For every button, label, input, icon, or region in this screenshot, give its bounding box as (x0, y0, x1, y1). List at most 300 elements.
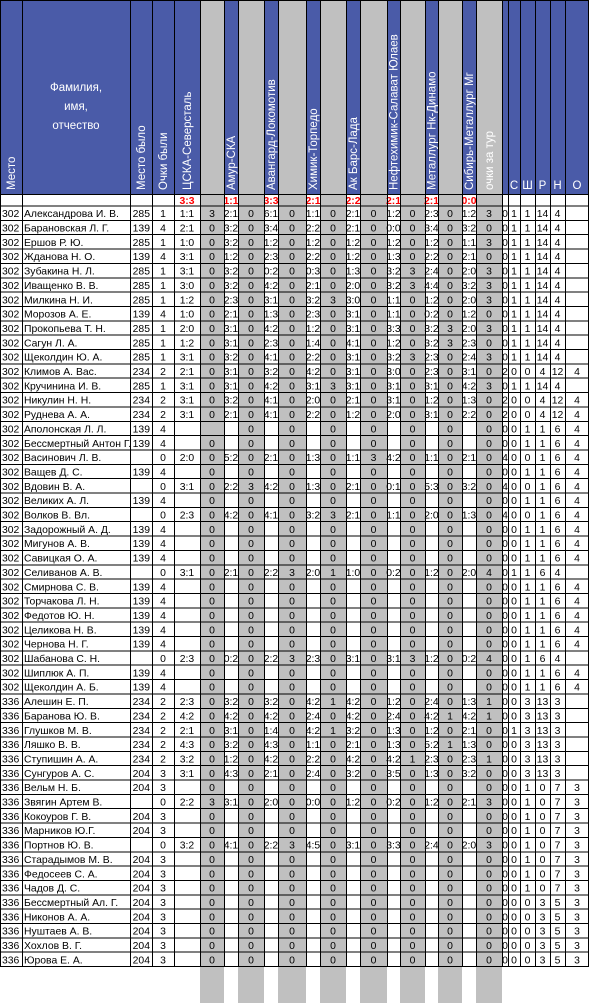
name-header-line: отчество (52, 120, 100, 132)
table-cell: 3 (160, 955, 166, 967)
table-cell: 0 (511, 840, 517, 852)
table-cell: 0 (409, 883, 416, 895)
table-cell: 2:1 (461, 252, 477, 264)
table-cell: 0 (330, 539, 336, 551)
table-cell: 234 (132, 697, 150, 709)
table-cell: 1 (511, 567, 517, 579)
table-cell: 6 (554, 553, 561, 565)
table-cell: 0 (160, 797, 166, 809)
table-cell: 0 (209, 481, 215, 493)
table-cell: 3:1 (179, 395, 195, 407)
table-cell: 0 (209, 323, 215, 335)
table-cell: 3:1 (345, 352, 361, 364)
participant-name: Щеколдин А. Б. (24, 682, 99, 694)
table-cell: 0 (409, 438, 416, 450)
table-cell: 13 (536, 768, 549, 780)
table-cell: 1 (539, 582, 546, 594)
match-header: Авангард-Локомотив (266, 79, 278, 190)
table-cell: 285 (132, 338, 150, 350)
table-cell: 14 (536, 381, 549, 393)
place-cell: 302 (2, 237, 20, 249)
table-cell: 0 (539, 869, 546, 881)
table-cell: 1:2 (263, 237, 279, 249)
place-cell: 302 (2, 610, 20, 622)
table-cell: 4:2 (345, 754, 361, 766)
header-cell (520, 0, 535, 194)
place-cell: 302 (2, 481, 20, 493)
table-cell: 1:2 (345, 797, 361, 809)
table-cell: 13 (536, 697, 549, 709)
table-cell: 0 (370, 209, 377, 221)
table-cell: 0 (502, 266, 508, 278)
table-cell: 2:1 (345, 223, 361, 235)
table-cell: 204 (132, 897, 150, 909)
table-cell: 0 (289, 711, 295, 723)
table-cell: 0 (209, 467, 215, 479)
table-cell: 285 (132, 352, 150, 364)
table-cell: 3 (539, 955, 546, 967)
table-cell: 2:1 (223, 567, 239, 579)
table-cell: 1:1 (386, 295, 401, 307)
table-cell: 139 (132, 223, 150, 235)
table-cell: 14 (536, 266, 549, 278)
table-cell: 4 (160, 553, 166, 565)
table-cell: 1 (409, 754, 416, 766)
table-cell: 4 (554, 223, 561, 235)
table-cell: 0 (209, 295, 215, 307)
table-cell: 2:3 (424, 209, 439, 221)
table-cell: 0 (289, 596, 295, 608)
table-cell: 1 (524, 582, 531, 594)
table-cell: 0 (370, 926, 377, 938)
table-cell: 1 (330, 567, 336, 579)
table-cell: 0 (330, 682, 336, 694)
table-cell: 3:2 (223, 352, 239, 364)
table-cell: 0 (289, 252, 295, 264)
table-cell: 0 (502, 352, 508, 364)
table-cell: 3 (524, 754, 531, 766)
table-cell: 0 (409, 367, 416, 378)
separator-header-cell (320, 0, 346, 194)
table-cell: 0 (447, 424, 453, 436)
table-cell: 0 (330, 783, 336, 795)
table-cell: 234 (132, 410, 150, 422)
table-cell: 139 (132, 438, 150, 450)
table-cell: 1 (524, 223, 531, 235)
table-cell: 4 (554, 323, 561, 335)
participant-name: Алешин Е. П. (24, 697, 89, 709)
table-cell: 3:1 (386, 381, 401, 393)
table-cell: 4 (554, 295, 561, 307)
table-cell: 0 (502, 381, 508, 393)
place-cell: 336 (2, 926, 20, 938)
table-cell: 3 (330, 510, 336, 522)
table-cell: 234 (132, 740, 150, 752)
table-cell: 0 (330, 740, 336, 752)
table-cell: 0 (524, 510, 531, 522)
table-cell: 0 (502, 682, 508, 694)
table-cell: 139 (132, 610, 150, 622)
table-cell: 1 (486, 697, 492, 709)
table-cell: 0 (370, 783, 377, 795)
table-cell: 0 (289, 410, 295, 422)
table-cell: 2:1 (345, 510, 361, 522)
table-cell: 1 (524, 854, 531, 866)
table-cell: 0 (409, 496, 416, 508)
table-cell: 0 (524, 481, 531, 493)
participant-name: Задорожный А. Д. (24, 524, 111, 536)
place-cell: 336 (2, 811, 20, 823)
table-cell: 0 (502, 754, 508, 766)
table-cell: 2:2 (305, 252, 321, 264)
table-cell: 0 (486, 897, 492, 909)
place-cell: 336 (2, 883, 20, 895)
match-header: Химик-Торпедо (308, 108, 320, 190)
table-cell: 1 (160, 209, 166, 221)
participant-name: Целикова Н. В. (24, 625, 97, 637)
table-cell: 2:0 (424, 510, 439, 522)
table-cell: 2:2 (461, 410, 477, 422)
table-cell: 0 (370, 897, 377, 909)
table-cell: 6 (539, 567, 546, 579)
table-cell: 0 (409, 467, 416, 479)
table-cell: 3:3 (386, 323, 401, 335)
table-cell: 0 (370, 883, 377, 895)
table-cell: 0 (409, 237, 416, 249)
table-cell: 0 (289, 926, 295, 938)
table-cell: 3:1 (345, 309, 361, 321)
table-cell: 0 (409, 869, 416, 881)
table-cell: 0 (486, 338, 492, 350)
table-cell: 0 (524, 897, 531, 909)
table-cell: 0 (209, 725, 215, 737)
table-cell: 0 (330, 438, 336, 450)
table-cell: 12 (551, 395, 564, 407)
place-cell: 336 (2, 711, 20, 723)
table-cell: 2:3 (263, 252, 279, 264)
table-cell: 0 (289, 438, 295, 450)
table-cell: 0 (511, 625, 517, 637)
place-cell: 302 (2, 654, 20, 665)
table-cell: 3:0 (345, 295, 361, 307)
table-cell: 1 (160, 352, 166, 364)
table-cell: 0 (248, 553, 254, 565)
table-cell: 1 (539, 453, 546, 465)
table-cell: 1:2 (461, 209, 477, 221)
table-cell: 3 (539, 926, 546, 938)
table-cell: 0 (502, 338, 508, 350)
table-cell: 0 (502, 280, 508, 292)
table-cell: 1 (539, 682, 546, 694)
table-cell: 0 (511, 711, 517, 723)
table-cell: 0 (447, 955, 453, 967)
table-cell: 3 (554, 740, 561, 752)
table-cell: 204 (132, 926, 150, 938)
table-cell: 0 (511, 424, 517, 436)
place-cell: 302 (2, 582, 20, 594)
table-cell: 0 (289, 768, 295, 780)
table-cell: 5:2 (223, 453, 239, 465)
table-cell: 3:0 (386, 367, 401, 378)
table-cell: 0 (502, 639, 508, 651)
table-cell: 2:4 (424, 840, 439, 852)
table-cell: 1 (524, 323, 531, 335)
table-cell: 0 (330, 481, 336, 493)
table-cell: 1 (524, 524, 531, 536)
table-cell: 2:4 (386, 711, 401, 723)
table-cell: 1 (511, 252, 517, 264)
table-cell: 2:1 (461, 797, 477, 809)
table-cell: 2:0 (461, 567, 477, 579)
place-cell: 336 (2, 897, 20, 909)
table-cell: 234 (132, 754, 150, 766)
table-cell: 4 (486, 567, 492, 579)
table-cell: 0 (524, 410, 531, 422)
place-cell: 302 (2, 639, 20, 651)
table-cell: 0 (524, 912, 531, 924)
participant-name: Селиванов А. В. (24, 567, 103, 579)
table-cell: 1 (524, 682, 531, 694)
table-cell: 0 (160, 840, 166, 852)
table-cell: 4:2 (424, 711, 439, 723)
table-cell: 0 (248, 740, 254, 752)
table-cell: 0 (486, 410, 492, 422)
table-cell: 2:4 (424, 266, 439, 278)
participant-name: Морозов А. Е. (24, 309, 92, 321)
table-cell: 1:2 (424, 395, 439, 407)
table-cell: 4 (554, 352, 561, 364)
table-cell: 0 (511, 582, 517, 594)
table-cell: 3 (574, 926, 580, 938)
table-cell: 0 (209, 438, 215, 450)
table-cell: 6 (554, 424, 561, 436)
table-cell: 1 (511, 280, 517, 292)
table-cell: 285 (132, 266, 150, 278)
table-cell: 0 (370, 625, 377, 637)
table-cell: 0 (524, 453, 531, 465)
table-cell: 0 (409, 912, 416, 924)
participant-name: Хохлов В. Г. (24, 941, 82, 952)
table-cell: 0 (209, 567, 215, 579)
table-cell: 0 (486, 941, 492, 952)
table-cell: 0 (502, 295, 508, 307)
table-cell: 1 (524, 467, 531, 479)
table-cell: 0 (289, 625, 295, 637)
table-cell: 139 (132, 309, 150, 321)
table-cell: 0 (248, 768, 254, 780)
table-cell: 1 (447, 711, 453, 723)
table-cell: 0 (447, 639, 453, 651)
table-cell: 0 (409, 926, 416, 938)
table-cell: 4 (554, 280, 561, 292)
table-cell: 0 (209, 926, 215, 938)
table-cell: 204 (132, 883, 150, 895)
table-cell: 0 (511, 553, 517, 565)
table-cell: 4:2 (223, 711, 239, 723)
table-cell: 0:2 (263, 266, 279, 278)
table-cell: 0 (209, 410, 215, 422)
table-cell: 0 (447, 367, 453, 378)
table-cell: 0 (511, 395, 517, 407)
table-cell: 6 (554, 453, 561, 465)
table-cell: 0 (511, 955, 517, 967)
table-cell: 3 (524, 768, 531, 780)
table-cell: 2:3 (305, 654, 321, 665)
table-cell: 285 (132, 237, 150, 249)
table-cell: 0 (209, 654, 215, 665)
table-cell: 4 (160, 252, 166, 264)
table-cell: 4 (160, 582, 166, 594)
table-cell: 0:0 (386, 223, 401, 235)
table-cell: 0 (447, 524, 453, 536)
table-cell: 2:2 (263, 840, 279, 852)
match-header: Сибирь-Металлург Мг (464, 72, 476, 190)
table-cell: 234 (132, 725, 150, 737)
table-cell: 1:3 (424, 768, 439, 780)
table-cell: 0 (248, 453, 254, 465)
table-cell: 2:2 (424, 252, 439, 264)
table-cell: 0 (330, 711, 336, 723)
table-cell: 0 (209, 496, 215, 508)
table-cell: 0 (539, 783, 546, 795)
table-cell: 0 (447, 567, 453, 579)
table-cell: 0 (486, 610, 492, 622)
table-cell: 0 (209, 237, 215, 249)
table-cell: 0 (289, 424, 295, 436)
table-cell: 3 (574, 869, 580, 881)
participant-name: Чернова Н. Г. (24, 639, 89, 651)
table-cell: 139 (132, 524, 150, 536)
place-cell: 336 (2, 840, 20, 852)
table-cell: 0 (289, 869, 295, 881)
table-cell: 0 (248, 783, 254, 795)
table-cell: 0 (370, 840, 377, 852)
table-cell: 0 (289, 697, 295, 709)
table-cell: 285 (132, 280, 150, 292)
table-cell: 1 (511, 309, 517, 321)
table-cell: 1:1 (305, 740, 321, 752)
table-cell: 7 (554, 783, 561, 795)
participant-name: Звягин Артем В. (24, 797, 103, 809)
table-cell: 0 (511, 811, 517, 823)
table-cell: 3 (486, 323, 492, 335)
table-cell: 1:2 (305, 323, 321, 335)
table-cell: 0 (248, 524, 254, 536)
match-header: Ак Барс-Лада (348, 117, 360, 190)
table-cell: 2 (160, 754, 166, 766)
table-cell: 5 (554, 926, 561, 938)
table-cell: 0 (370, 338, 377, 350)
table-cell: 3:0 (179, 280, 195, 292)
table-cell: 0 (502, 897, 508, 909)
table-cell: 0 (502, 223, 508, 235)
table-cell: 139 (132, 582, 150, 594)
header-cell (22, 0, 130, 194)
table-cell: 0 (447, 854, 453, 866)
table-cell: 3:2 (179, 840, 195, 852)
participant-name: Щеколдин Ю. А. (24, 352, 103, 364)
table-cell: 13 (536, 740, 549, 752)
table-cell: 1:2 (424, 797, 439, 809)
table-cell: 234 (132, 711, 150, 723)
table-cell: 1:0 (345, 567, 361, 579)
place-cell: 302 (2, 567, 20, 579)
table-cell: 13 (536, 711, 549, 723)
table-cell: 0 (447, 539, 453, 551)
table-cell: 12 (551, 367, 564, 378)
table-cell: 0 (370, 323, 377, 335)
table-cell: 0 (248, 654, 254, 665)
match-result: 2:1 (423, 196, 440, 207)
table-cell: 0 (330, 266, 336, 278)
table-cell: 6 (554, 625, 561, 637)
table-cell: 3 (160, 897, 166, 909)
table-cell: 3 (486, 237, 492, 249)
table-cell: 1:3 (386, 252, 401, 264)
table-cell: 0 (511, 524, 517, 536)
participant-name: Портнов Ю. В. (24, 840, 94, 852)
table-cell: 0 (330, 826, 336, 838)
table-cell: 0 (486, 582, 492, 594)
stat-header: О (572, 180, 582, 192)
table-cell: 6 (554, 539, 561, 551)
table-cell: 0 (502, 941, 508, 952)
table-cell: 3:2 (223, 223, 239, 235)
table-cell: 0 (502, 553, 508, 565)
table-cell: 0 (409, 639, 416, 651)
table-cell: 0 (248, 596, 254, 608)
table-cell: 7 (554, 869, 561, 881)
table-cell: 0 (539, 854, 546, 866)
table-cell: 0 (511, 854, 517, 866)
table-cell: 1 (539, 524, 546, 536)
table-cell: 2:0 (305, 567, 321, 579)
table-cell: 1:1 (179, 209, 195, 221)
table-cell: 1 (539, 625, 546, 637)
table-cell: 0 (209, 854, 215, 866)
table-cell: 1:1 (305, 209, 321, 221)
table-cell: 0 (370, 682, 377, 694)
participant-name: Бессмертный Ал. Г. (24, 897, 119, 909)
table-cell: 0 (447, 912, 453, 924)
table-cell: 0 (502, 768, 508, 780)
table-cell: 0 (330, 252, 336, 264)
table-cell: 2 (160, 410, 166, 422)
table-cell: 5:3 (424, 481, 439, 493)
table-cell: 0 (330, 395, 336, 407)
table-cell: 1 (539, 639, 546, 651)
table-cell: 0 (511, 682, 517, 694)
table-cell: 3 (486, 209, 492, 221)
table-cell: 0 (447, 410, 453, 422)
table-cell: 0 (330, 410, 336, 422)
table-cell: 0 (330, 496, 336, 508)
table-cell: 4 (486, 654, 492, 665)
table-cell: 0 (447, 797, 453, 809)
table-cell: 3:1 (223, 338, 239, 350)
table-cell: 4:2 (263, 754, 279, 766)
table-cell: 0 (248, 510, 254, 522)
table-cell: 1:2 (223, 754, 239, 766)
participant-name: Великих А. Л. (24, 496, 90, 508)
table-cell: 0 (248, 668, 254, 680)
table-cell: 0 (370, 438, 377, 450)
table-cell: 0 (330, 869, 336, 881)
table-cell: 4 (160, 539, 166, 551)
table-cell: 0 (248, 711, 254, 723)
table-cell: 0 (409, 811, 416, 823)
table-cell: 0 (289, 352, 295, 364)
